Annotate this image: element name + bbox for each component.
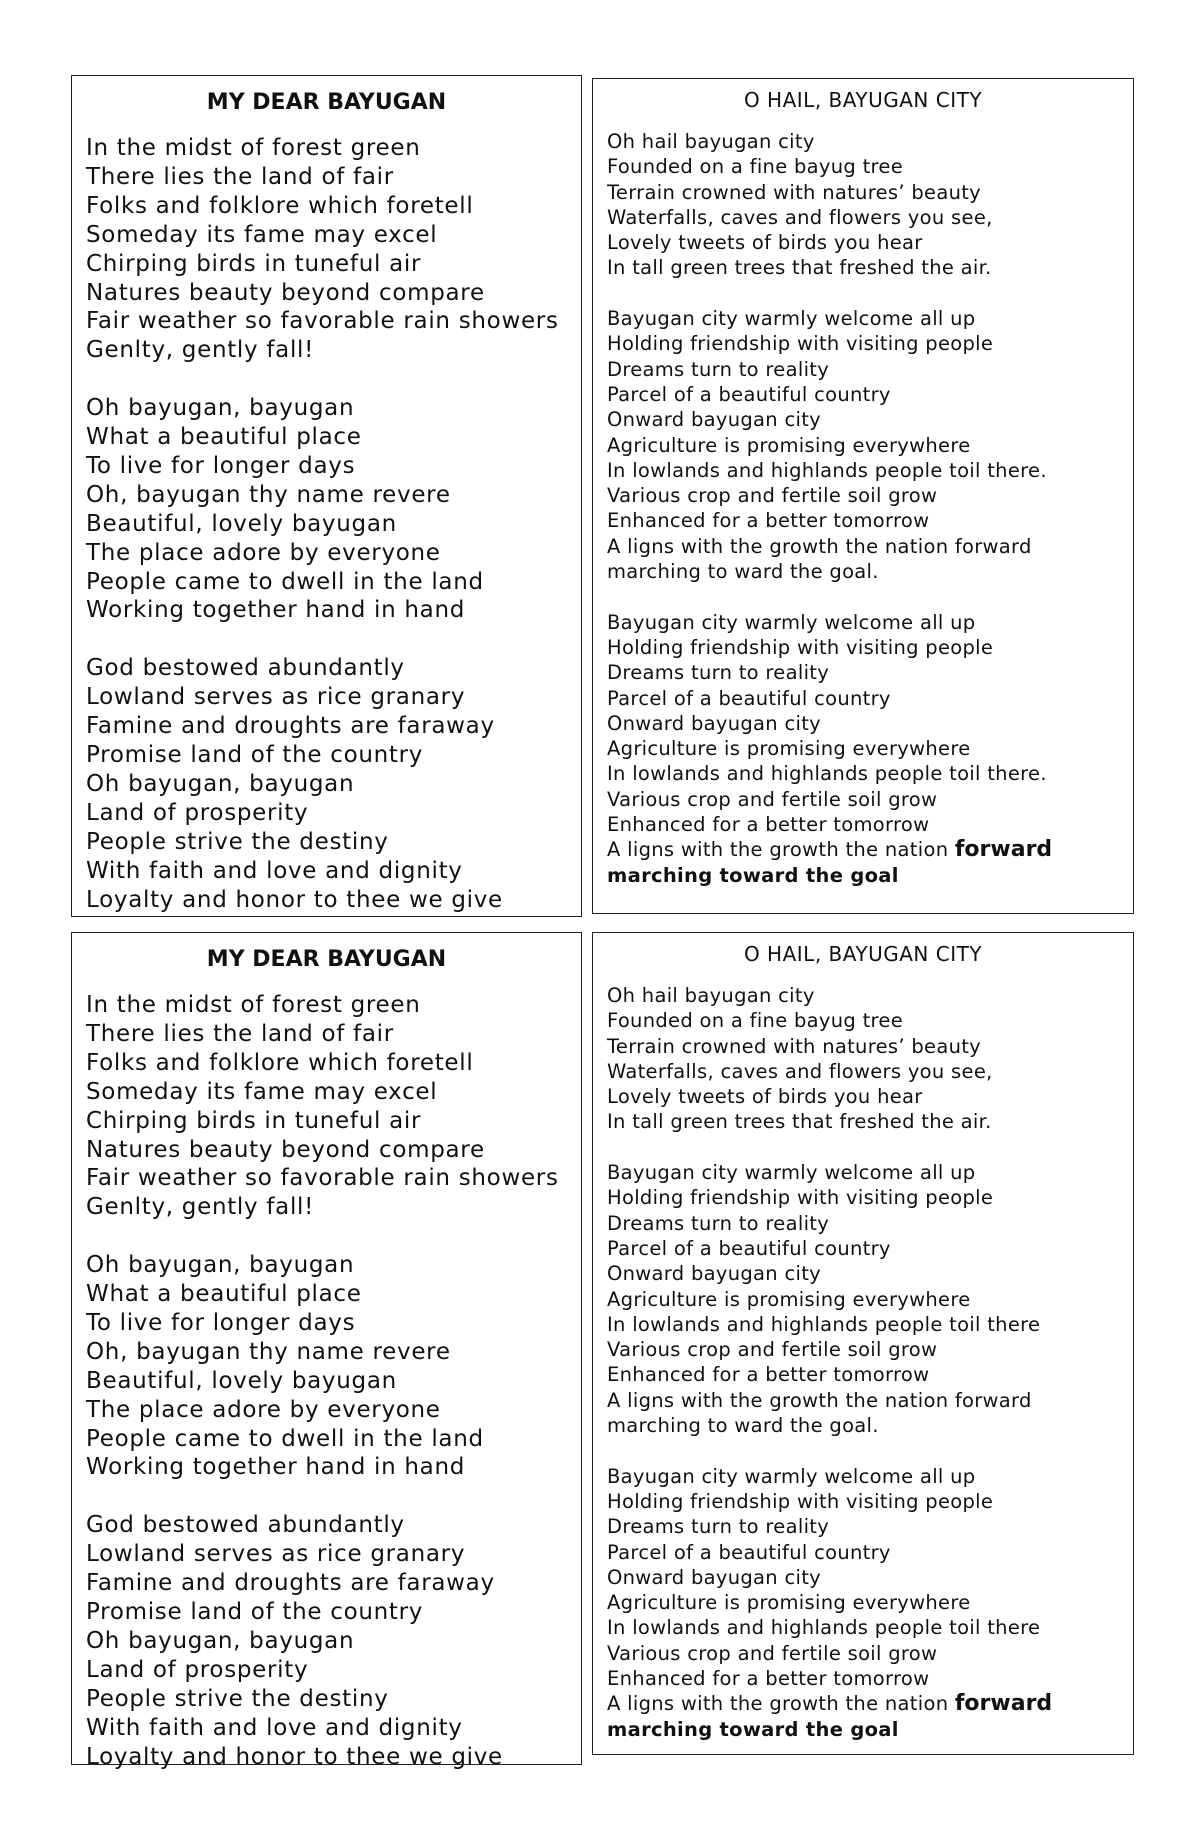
lyric-bold-word: forward <box>954 837 1053 863</box>
stanza-3-lines <box>607 1464 1133 1692</box>
lyric-line: Beautiful, lovely bayugan <box>86 510 397 537</box>
lyric-line: Founded on a fine bayug tree <box>607 1009 904 1033</box>
lyric-line: Onward bayugan city <box>607 1262 821 1286</box>
lyric-line: Land of prosperity <box>86 799 309 826</box>
lyrics-body <box>72 120 581 914</box>
lyric-line: Parcel of a beautiful country <box>607 686 891 710</box>
lyric-line-mixed <box>607 837 1133 862</box>
lyric-line: Bayugan city warmly welcome all up <box>607 1464 976 1488</box>
lyric-line: The place adore by everyone <box>86 1396 441 1423</box>
lyric-line: In lowlands and highlands people toil there. <box>607 762 1047 786</box>
lyric-line: Various crop and fertile soil grow <box>607 787 938 811</box>
lyric-line: Various crop and fertile soil grow <box>607 1338 938 1362</box>
song-title: MY DEAR BAYUGAN <box>206 947 447 972</box>
lyric-line: Famine and droughts are faraway <box>86 1570 495 1597</box>
lyric-line: Oh, bayugan thy name revere <box>86 1338 451 1365</box>
lyric-line: Lovely tweets of birds you hear <box>607 1085 923 1109</box>
lyrics-card-my-dear-bayugan-bottom <box>71 932 582 1770</box>
lyric-line: Loyalty and honor to thee we give <box>86 886 503 913</box>
lyric-line: Folks and folklore which foretell <box>86 1049 474 1076</box>
stanza-1 <box>86 991 581 1222</box>
lyric-line: In lowlands and highlands people toil there <box>607 1312 1041 1336</box>
lyrics-card-o-hail-bayugan-city-bottom <box>592 932 1134 1755</box>
lyric-line: In lowlands and highlands people toil there <box>607 1616 1041 1640</box>
lyric-line: Bayugan city warmly welcome all up <box>607 610 976 634</box>
lyric-line: Holding friendship with visiting people <box>607 1186 994 1210</box>
lyric-line: There lies the land of fair <box>86 1020 394 1047</box>
lyric-line-mixed <box>607 1691 1133 1716</box>
lyric-line: Holding friendship with visiting people <box>607 332 994 356</box>
lyric-line: Agriculture is promising everywhere <box>607 1287 971 1311</box>
lyric-line: Agriculture is promising everywhere <box>607 433 971 457</box>
lyric-line: Oh bayugan, bayugan <box>86 1627 355 1654</box>
lyric-line: Someday its fame may excel <box>86 221 438 248</box>
lyric-line: A ligns with the growth the nation forward <box>607 534 1032 558</box>
lyric-line: Dreams turn to reality <box>607 1515 830 1539</box>
lyric-line: In tall green trees that freshed the air. <box>607 256 992 280</box>
lyric-line: Holding friendship with visiting people <box>607 635 994 659</box>
lyric-line: To live for longer days <box>86 452 356 479</box>
lyrics-body <box>593 115 1133 888</box>
lyric-line: marching to ward the goal. <box>607 1414 879 1438</box>
lyric-final-bold-line: marching toward the goal <box>607 1717 899 1741</box>
lyric-line: Dreams turn to reality <box>607 357 830 381</box>
lyric-line: Founded on a fine bayug tree <box>607 155 904 179</box>
lyric-line: People strive the destiny <box>86 1685 389 1712</box>
lyric-line: Promise land of the country <box>86 1599 424 1625</box>
lyric-line: With faith and love and dignity <box>86 857 463 884</box>
lyric-line: Oh bayugan, bayugan <box>86 770 355 797</box>
stanza-3 <box>86 1511 581 1771</box>
stanza-2 <box>607 306 1133 584</box>
lyrics-body <box>72 977 581 1771</box>
lyric-line: Working together hand in hand <box>86 1454 466 1481</box>
song-title: MY DEAR BAYUGAN <box>206 90 447 115</box>
lyric-line: Oh, bayugan thy name revere <box>86 481 451 508</box>
lyric-line: Fair weather so favorable rain showers <box>86 308 559 335</box>
lyric-line: What a beautiful place <box>86 424 362 451</box>
lyric-line-start: A ligns with the growth the nation <box>607 838 955 862</box>
lyric-line: Fair weather so favorable rain showers <box>86 1165 559 1192</box>
song-title: O HAIL, BAYUGAN CITY <box>743 88 983 112</box>
lyric-line: With faith and love and dignity <box>86 1714 463 1741</box>
lyric-line: God bestowed abundantly <box>86 655 405 682</box>
lyric-line: People strive the destiny <box>86 828 389 855</box>
lyric-line: In tall green trees that freshed the air. <box>607 1110 992 1134</box>
lyrics-body <box>593 969 1133 1742</box>
lyric-line: Waterfalls, caves and flowers you see, <box>607 1059 993 1083</box>
lyric-line: In the midst of forest green <box>86 992 421 1018</box>
lyric-line: Beautiful, lovely bayugan <box>86 1367 397 1394</box>
lyric-line: Enhanced for a better tomorrow <box>607 1363 930 1387</box>
lyric-line: Holding friendship with visiting people <box>607 1489 994 1513</box>
lyrics-card-my-dear-bayugan-top <box>71 75 582 917</box>
lyric-line: Someday its fame may excel <box>86 1078 438 1105</box>
lyric-line: A ligns with the growth the nation forward <box>607 1388 1032 1412</box>
lyric-line: Enhanced for a better tomorrow <box>607 509 930 533</box>
lyric-line: Natures beauty beyond compare <box>86 279 485 306</box>
lyric-line: God bestowed abundantly <box>86 1512 405 1539</box>
lyric-line: Various crop and fertile soil grow <box>607 1641 938 1665</box>
lyric-line: Oh hail bayugan city <box>607 984 815 1007</box>
lyric-line: Oh bayugan, bayugan <box>86 395 355 422</box>
lyric-line: Enhanced for a better tomorrow <box>607 813 930 837</box>
lyric-line: Agriculture is promising everywhere <box>607 737 971 761</box>
lyric-line: To live for longer days <box>86 1309 356 1336</box>
lyric-line: Bayugan city warmly welcome all up <box>607 307 976 331</box>
stanza-2 <box>607 1160 1133 1438</box>
stanza-3 <box>86 654 581 914</box>
lyric-line-start: A ligns with the growth the nation <box>607 1692 955 1716</box>
lyric-line: marching to ward the goal. <box>607 560 879 584</box>
lyric-line: Parcel of a beautiful country <box>607 1540 891 1564</box>
lyric-line: Folks and folklore which foretell <box>86 192 474 219</box>
lyric-line: Dreams turn to reality <box>607 661 830 685</box>
lyric-line: Parcel of a beautiful country <box>607 1236 891 1260</box>
lyric-line: Bayugan city warmly welcome all up <box>607 1161 976 1185</box>
lyric-line: Loyalty and honor to thee we give <box>86 1743 503 1770</box>
lyric-line: Oh hail bayugan city <box>607 130 815 153</box>
lyric-line: What a beautiful place <box>86 1281 362 1308</box>
lyric-line: Agriculture is promising everywhere <box>607 1591 971 1615</box>
lyric-line: Natures beauty beyond compare <box>86 1136 485 1163</box>
lyric-bold-word: forward <box>954 1691 1053 1717</box>
lyric-line: Onward bayugan city <box>607 1565 821 1589</box>
lyric-line: People came to dwell in the land <box>86 568 484 595</box>
lyric-line: In the midst of forest green <box>86 135 421 161</box>
lyric-line: Waterfalls, caves and flowers you see, <box>607 205 993 229</box>
lyric-line: Terrain crowned with natures’ beauty <box>607 180 982 204</box>
lyric-line: Chirping birds in tuneful air <box>86 1107 422 1134</box>
stanza-1 <box>86 134 581 365</box>
stanza-2 <box>86 394 581 625</box>
lyric-line: Genlty, gently fall! <box>86 337 315 364</box>
lyric-line: Onward bayugan city <box>607 408 821 432</box>
lyric-line: Dreams turn to reality <box>607 1211 830 1235</box>
lyric-line: Onward bayugan city <box>607 711 821 735</box>
lyric-line: Genlty, gently fall! <box>86 1194 315 1221</box>
song-title: O HAIL, BAYUGAN CITY <box>743 942 983 966</box>
stanza-1 <box>607 129 1133 281</box>
lyric-line: The place adore by everyone <box>86 539 441 566</box>
lyric-line: Enhanced for a better tomorrow <box>607 1667 930 1691</box>
lyric-line: Land of prosperity <box>86 1656 309 1683</box>
lyric-line: Working together hand in hand <box>86 597 466 624</box>
lyric-line: Terrain crowned with natures’ beauty <box>607 1034 982 1058</box>
stanza-3 <box>607 1464 1133 1742</box>
stanza-3 <box>607 610 1133 888</box>
lyric-line: Chirping birds in tuneful air <box>86 250 422 277</box>
stanza-1 <box>607 983 1133 1135</box>
lyrics-card-o-hail-bayugan-city-top <box>592 78 1134 914</box>
lyric-line: Lowland serves as rice granary <box>86 684 466 711</box>
lyric-line: People came to dwell in the land <box>86 1425 484 1452</box>
lyric-line: In lowlands and highlands people toil there. <box>607 458 1047 482</box>
stanza-3-lines <box>607 610 1133 838</box>
lyric-line: Parcel of a beautiful country <box>607 382 891 406</box>
lyric-line: Famine and droughts are faraway <box>86 713 495 740</box>
stanza-2 <box>86 1251 581 1482</box>
lyric-line: Promise land of the country <box>86 742 424 768</box>
lyric-line: There lies the land of fair <box>86 163 394 190</box>
lyric-line: Lovely tweets of birds you hear <box>607 231 923 255</box>
lyric-final-bold-line: marching toward the goal <box>607 863 899 887</box>
lyric-line: Oh bayugan, bayugan <box>86 1252 355 1279</box>
lyric-line: Various crop and fertile soil grow <box>607 484 938 508</box>
lyric-line: Lowland serves as rice granary <box>86 1541 466 1568</box>
